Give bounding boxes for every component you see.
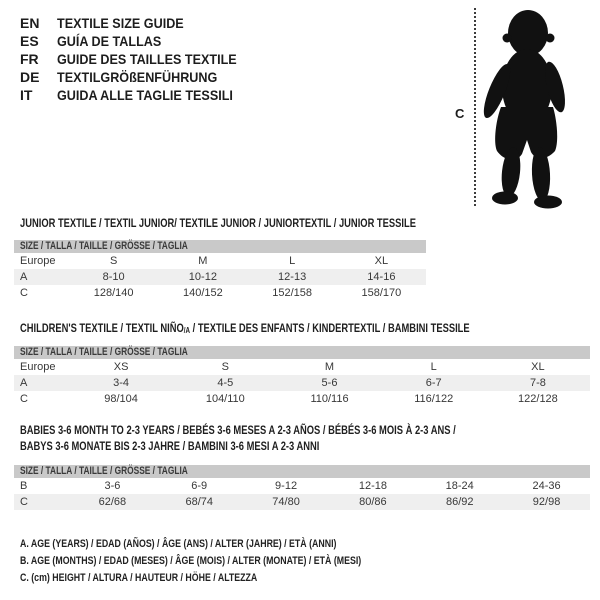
table-cell: XS — [113, 361, 129, 373]
table-cell: 86/92 — [445, 496, 474, 508]
junior-size-header-bar — [14, 240, 426, 253]
table-cell: 8-10 — [102, 271, 125, 283]
table-cell: 14-16 — [367, 271, 396, 283]
language-label: GUIDE DES TAILLES TEXTILE — [57, 51, 237, 67]
table-row-label: B — [20, 480, 28, 492]
table-cell: XL — [531, 361, 545, 373]
size-header-label: SIZE / TALLA / TAILLE / GRÖSSE / TAGLIA — [20, 346, 188, 358]
legend-text: B. AGE (MONTHS) / EDAD (MESES) / ÂGE (MOIS) / ALTER (MONATE) / ETÀ (MESI) — [20, 555, 362, 567]
legend-list — [20, 536, 447, 587]
table-cell: 6-9 — [191, 480, 208, 492]
table-cell: M — [324, 361, 335, 373]
table-cell: 6-7 — [425, 377, 442, 389]
table-cell: S — [221, 361, 229, 373]
language-row — [20, 68, 257, 86]
table-cell: 9-12 — [275, 480, 298, 492]
table-title-line — [20, 320, 470, 339]
table-row — [14, 391, 590, 407]
table-cell: 80/86 — [359, 496, 387, 508]
height-measure-line — [474, 8, 476, 206]
baby-silhouette-image — [480, 4, 580, 210]
legend-item — [20, 536, 447, 553]
table-cell: 3-6 — [104, 480, 121, 492]
table-cell: 140/152 — [182, 287, 223, 299]
table-row — [14, 285, 426, 301]
table-cell: S — [109, 255, 118, 267]
table-row-label: C — [20, 287, 28, 299]
legend-text: A. AGE (YEARS) / EDAD (AÑOS) / ÂGE (ANS) / ALTER (JAHRE) / ETÀ (ANNI) — [20, 538, 337, 550]
size-header-label: SIZE / TALLA / TAILLE / GRÖSSE / TAGLIA — [20, 465, 188, 477]
table-cell: 18-24 — [445, 480, 474, 492]
junior-table-title — [20, 215, 528, 231]
height-measure-label: C — [455, 106, 465, 121]
language-code: DE — [20, 69, 40, 85]
table-cell: 92/98 — [532, 496, 561, 508]
table-row-label: Europe — [20, 361, 56, 373]
table-title-text: BABIES 3-6 MONTH TO 2-3 YEARS / BEBÉS 3-6 MESES A 2-3 AÑOS / BÉBÉS 3-6 MOIS À 2-3 ANS / — [20, 423, 456, 437]
table-cell: 24-36 — [532, 480, 561, 492]
table-cell: 5-6 — [321, 377, 338, 389]
children-size-header-bar — [14, 346, 590, 359]
table-title-text: /A — [183, 326, 191, 335]
table-cell: 122/128 — [518, 393, 558, 405]
table-cell: 7-8 — [529, 377, 546, 389]
table-cell: 104/110 — [205, 393, 245, 405]
language-row — [20, 86, 257, 104]
table-title-line — [20, 438, 456, 454]
table-cell: 152/158 — [272, 287, 312, 299]
table-row-label: A — [20, 377, 28, 389]
size-header-label: SIZE / TALLA / TAILLE / GRÖSSE / TAGLIA — [20, 240, 188, 252]
language-list — [20, 14, 257, 104]
legend-item — [20, 570, 447, 587]
table-cell: 62/68 — [98, 496, 127, 508]
table-cell: 4-5 — [217, 377, 234, 389]
language-row — [20, 32, 257, 50]
table-cell: 68/74 — [185, 496, 213, 508]
language-code: IT — [20, 87, 33, 103]
table-row — [14, 494, 590, 510]
table-cell: 128/140 — [93, 287, 134, 299]
language-row — [20, 14, 257, 32]
table-row-label: A — [20, 271, 28, 283]
language-label: TEXTILE SIZE GUIDE — [57, 15, 184, 31]
table-cell: 3-4 — [113, 377, 130, 389]
table-cell: 10-12 — [188, 271, 217, 283]
table-row — [14, 253, 426, 269]
table-cell: 116/122 — [414, 393, 454, 405]
language-label: GUÍA DE TALLAS — [57, 33, 162, 49]
children-table-title — [20, 320, 596, 339]
children-table-rows — [14, 359, 590, 407]
language-label: TEXTILGRÖßENFÜHRUNG — [57, 69, 218, 85]
language-code: EN — [20, 15, 40, 31]
legend-text: C. (cm) HEIGHT / ALTURA / HAUTEUR / HÖHE / ALTEZZA — [20, 572, 258, 584]
table-cell: 12-18 — [358, 480, 387, 492]
language-label: GUIDA ALLE TAGLIE TESSILI — [57, 87, 233, 103]
table-row — [14, 269, 426, 285]
table-row — [14, 478, 590, 494]
baby-silhouette-shape — [480, 10, 569, 209]
table-row — [14, 359, 590, 375]
babies-size-header-bar — [14, 465, 590, 478]
junior-table-rows — [14, 253, 426, 301]
table-row-label: C — [20, 393, 28, 405]
table-row — [14, 375, 590, 391]
table-title-text: CHILDREN'S TEXTILE / TEXTIL NIÑO — [20, 321, 184, 335]
babies-table-rows — [14, 478, 590, 510]
table-title-text: JUNIOR TEXTILE / TEXTIL JUNIOR/ TEXTILE JUNIOR / JUNIORTEXTIL / JUNIOR TESSILE — [20, 216, 416, 230]
language-row — [20, 50, 257, 68]
table-title-line — [20, 422, 456, 438]
table-cell: L — [430, 361, 437, 373]
table-title-text: / TEXTILE DES ENFANTS / KINDERTEXTIL / BAMBINI TESSILE — [190, 321, 470, 335]
table-row-label: Europe — [20, 255, 56, 267]
table-cell: XL — [374, 255, 389, 267]
table-title-text: BABYS 3-6 MONATE BIS 2-3 JAHRE / BAMBINI 3-6 MESI A 2-3 ANNI — [20, 439, 320, 453]
table-cell: 12-13 — [278, 271, 307, 283]
table-cell: 98/104 — [104, 393, 138, 405]
table-cell: L — [289, 255, 296, 267]
table-row-label: C — [20, 496, 28, 508]
legend-item — [20, 553, 447, 570]
language-code: FR — [20, 51, 39, 67]
table-cell: 158/170 — [361, 287, 402, 299]
language-code: ES — [20, 33, 39, 49]
babies-table-title — [20, 422, 579, 454]
table-cell: 74/80 — [272, 496, 300, 508]
table-cell: M — [198, 255, 208, 267]
table-cell: 110/116 — [310, 393, 349, 405]
table-title-line — [20, 215, 416, 231]
